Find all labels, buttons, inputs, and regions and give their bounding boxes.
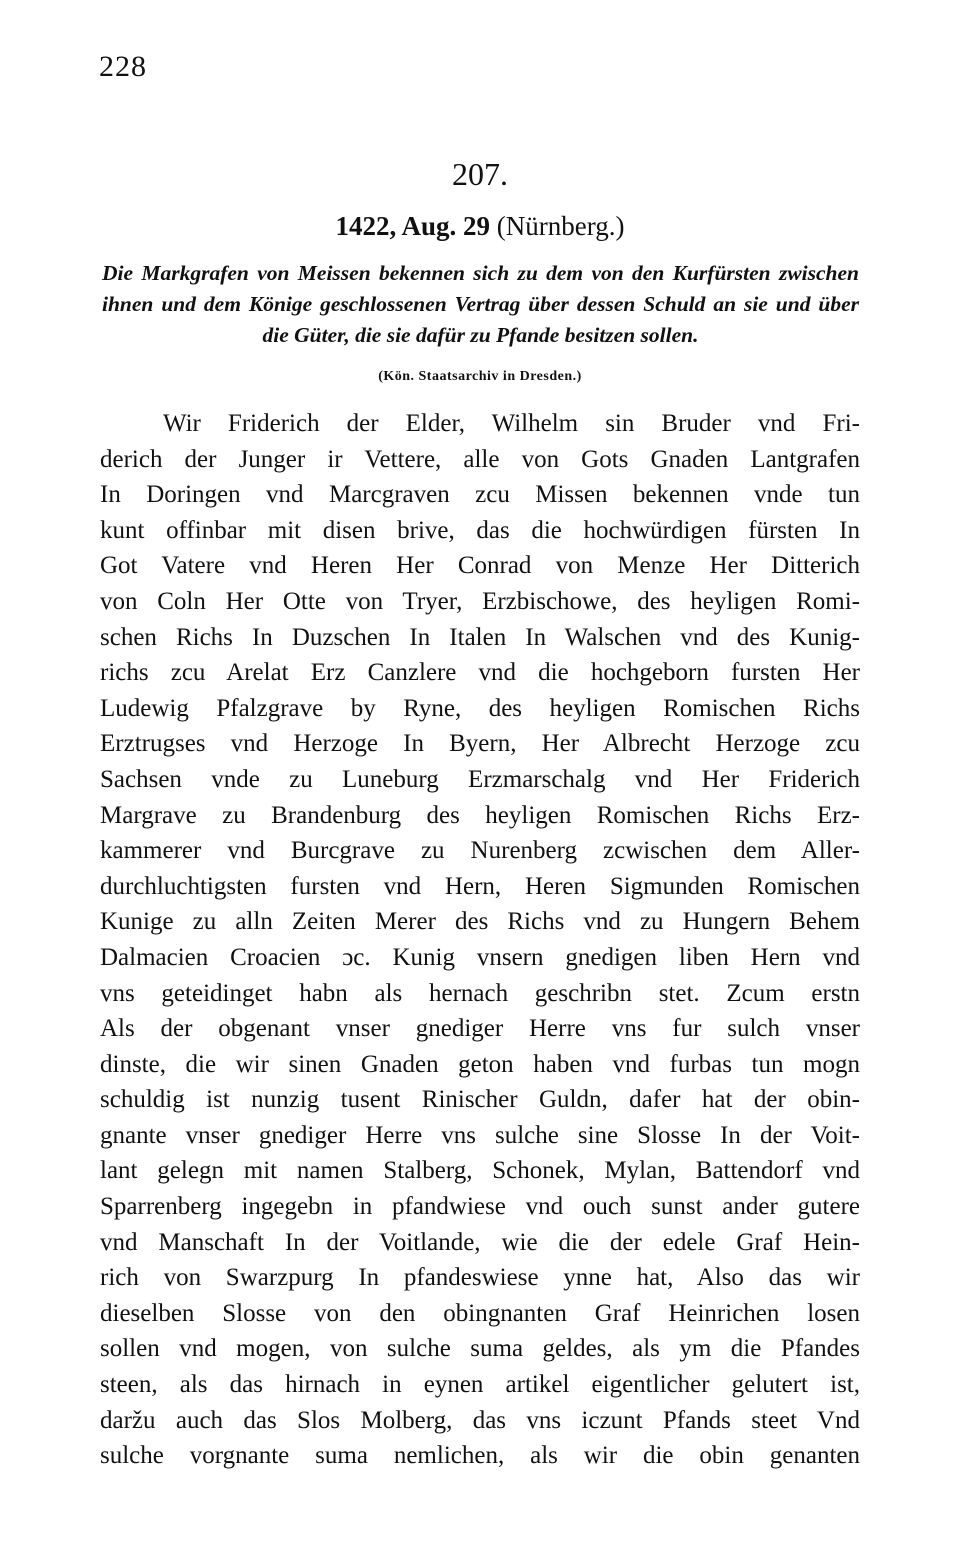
body-line: richs zcu Arelat Erz Canzlere vnd die hochgeborn fursten Her [100, 659, 860, 687]
document-summary: Die Markgrafen von Meissen bekennen sich zu dem von den Kurfürsten zwischen ihnen und dem Könige geschlossenen Vertrag über dessen Schuld an sie und über die Güter, die sie dafür zu Pfande besitzen sollen. [102, 261, 859, 347]
body-line: gnante vnser gnediger Herre vns sulche sine Slosse In der Voit- [100, 1121, 860, 1149]
body-line: Sparrenberg ingegebn in pfandwiese vnd ouch sunst ander gutere [100, 1193, 860, 1221]
body-line: vnd Manschaft In der Voitlande, wie die der edele Graf Hein- [100, 1228, 860, 1256]
body-line: dieselben Slosse von den obingnanten Graf Heinrichen losen [100, 1299, 860, 1327]
body-line: Dalmacien Croacien ɔc. Kunig vnsern gnedigen liben Hern vnd [100, 943, 860, 971]
body-line: Wir Friderich der Elder, Wilhelm sin Bruder vnd Fri- [163, 410, 860, 437]
body-line: Kunige zu alln Zeiten Merer des Richs vnd zu Hungern Behem [100, 908, 860, 936]
date-line [0, 211, 960, 242]
body-line: daržu auch das Slos Molberg, das vns iczunt Pfands steet Vnd [100, 1406, 860, 1434]
body-line: In Doringen vnd Marcgraven zcu Missen bekennen vnde tun [100, 481, 860, 509]
body-line: Als der obgenant vnser gnediger Herre vns fur sulch vnser [100, 1015, 860, 1043]
body-line: steen, als das hirnach in eynen artikel eigentlicher gelutert ist, [100, 1371, 860, 1399]
body-line: vns geteidinget habn als hernach geschribn stet. Zcum erstn [100, 979, 860, 1007]
body-line: rich von Swarzpurg In pfandeswiese ynne hat, Also das wir [100, 1264, 860, 1292]
body-line: Got Vatere vnd Heren Her Conrad von Menze Her Ditterich [100, 552, 860, 580]
body-line: schen Richs In Duzschen In Italen In Walschen vnd des Kunig- [100, 623, 860, 651]
body-line: Erztrugses vnd Herzoge In Byern, Her Albrecht Herzoge zcu [100, 730, 860, 758]
body-line: schuldig ist nunzig tusent Rinischer Guldn, dafer hat der obin- [100, 1086, 860, 1114]
body-line: kammerer vnd Burcgrave zu Nurenberg zcwischen dem Aller- [100, 837, 860, 865]
body-line: sulche vorgnante suma nemlichen, als wir die obin genanten [100, 1442, 860, 1470]
body-line: von Coln Her Otte von Tryer, Erzbischowe, des heyligen Romi- [100, 587, 860, 615]
body-line: Margrave zu Brandenburg des heyligen Romischen Richs Erz- [100, 801, 860, 829]
body-line: durchluchtigsten fursten vnd Hern, Heren Sigmunden Romischen [100, 872, 860, 900]
body-line: derich der Junger ir Vettere, alle von Gots Gnaden Lantgrafen [100, 445, 860, 473]
body-line: dinste, die wir sinen Gnaden geton haben vnd furbas tun mogn [100, 1050, 860, 1078]
page-number: 228 [99, 50, 147, 83]
body-line: kunt offinbar mit disen brive, das die hochwürdigen fürsten In [100, 516, 860, 544]
document-date: 1422, Aug. 29 [335, 211, 491, 241]
body-line: sollen vnd mogen, von sulche suma geldes, als ym die Pfandes [100, 1335, 860, 1363]
body-line: Sachsen vnde zu Luneburg Erzmarschalg vnd Her Friderich [100, 765, 860, 793]
document-number: 207. [452, 156, 508, 192]
document-place: (Nürnberg.) [496, 211, 625, 241]
body-line: lant gelegn mit namen Stalberg, Schonek, Mylan, Battendorf vnd [100, 1157, 860, 1185]
body-text [100, 406, 860, 1474]
archive-source: (Kön. Staatsarchiv in Dresden.) [378, 369, 582, 384]
body-line: Ludewig Pfalzgrave by Ryne, des heyligen Romischen Richs [100, 694, 860, 722]
